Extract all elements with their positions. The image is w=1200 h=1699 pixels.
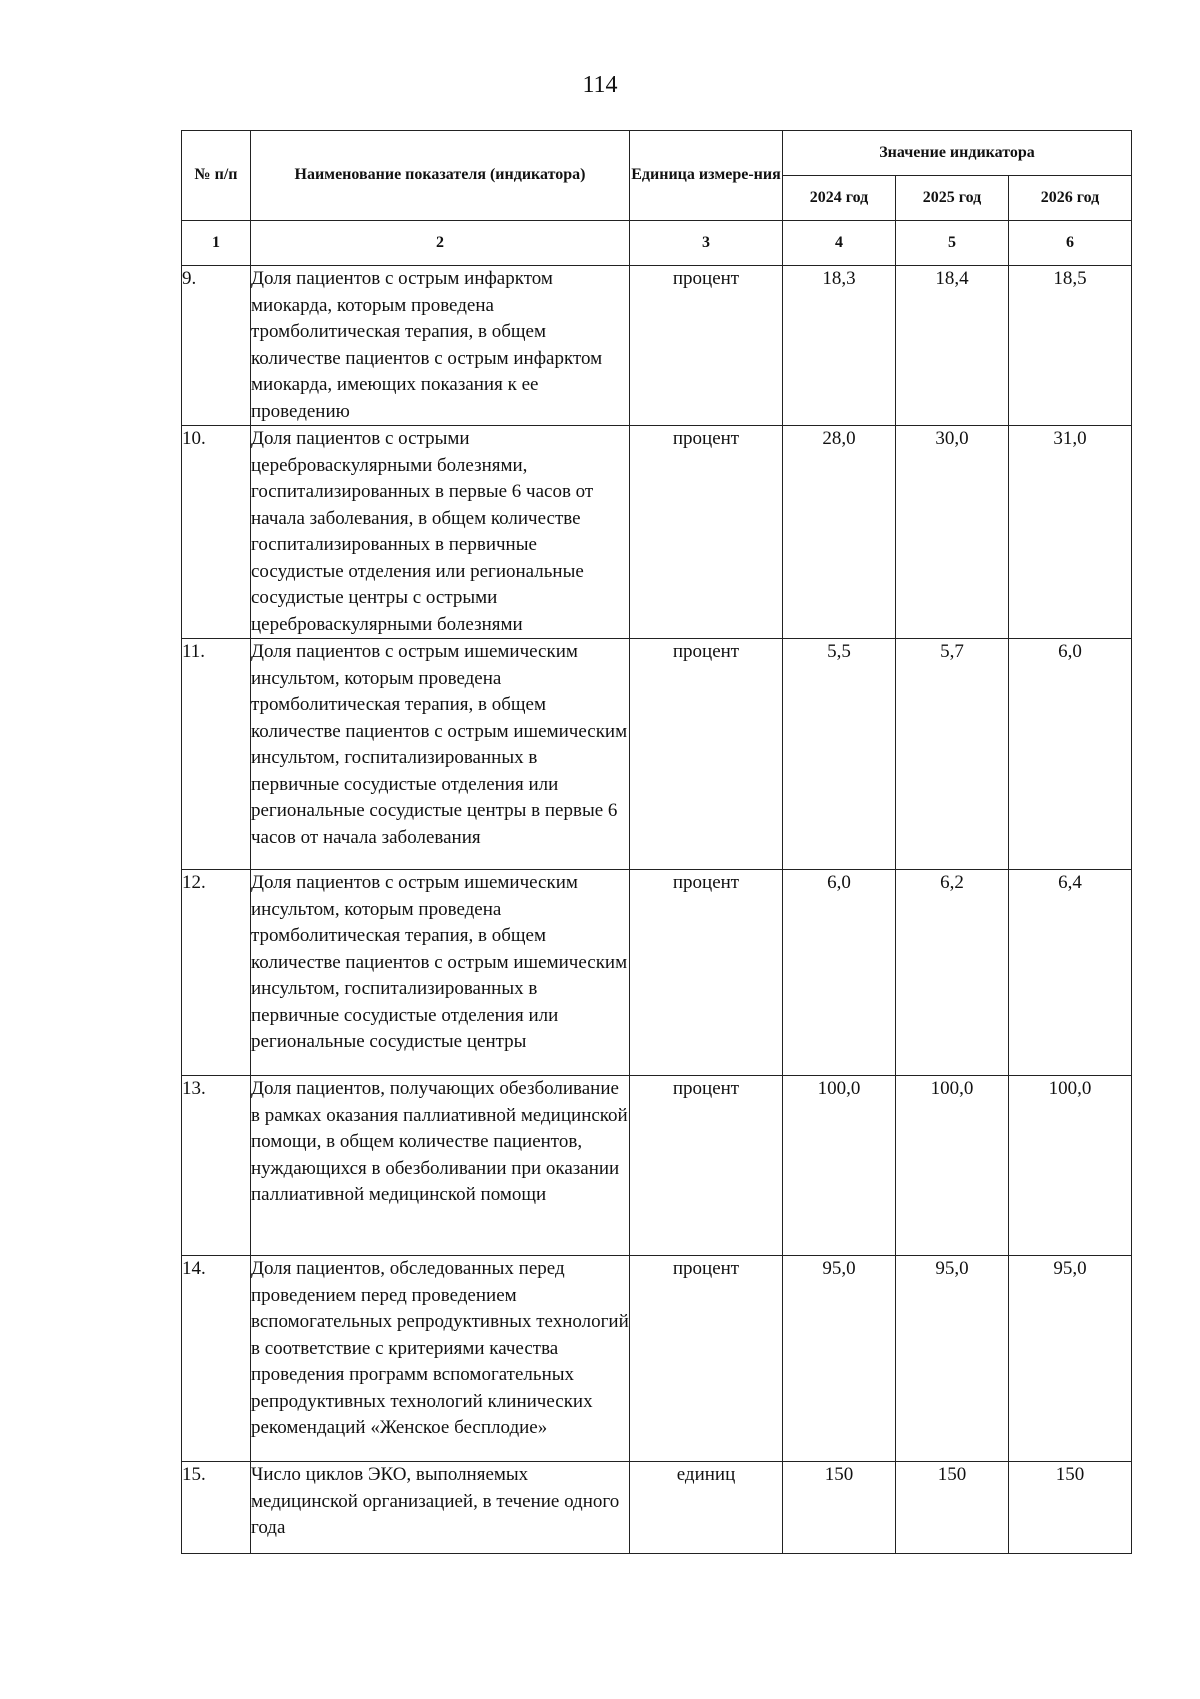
- indicator-name: Доля пациентов, обследованных перед проведением перед проведением вспомогательных репродуктивных технологий в соответствие с критериями качества проведения программ вспомогательных репродуктивных технологий клинических рекомендаций «Женское бесплодие»: [251, 1256, 630, 1462]
- value-2026: 6,0: [1009, 639, 1132, 870]
- value-2024: 28,0: [783, 426, 896, 639]
- table-row: [182, 1256, 1132, 1462]
- column-number: 1: [182, 221, 251, 266]
- indicator-name: Число циклов ЭКО, выполняемых медицинской организацией, в течение одного года: [251, 1462, 630, 1554]
- row-number: 15.: [182, 1462, 251, 1554]
- unit: процент: [630, 1076, 783, 1256]
- unit: процент: [630, 1256, 783, 1462]
- unit: процент: [630, 870, 783, 1076]
- value-2025: 18,4: [896, 266, 1009, 426]
- value-2025: 6,2: [896, 870, 1009, 1076]
- column-number-row: [182, 221, 1132, 266]
- value-2024: 95,0: [783, 1256, 896, 1462]
- indicator-name: Доля пациентов с острым ишемическим инсультом, которым проведена тромболитическая терапия, в общем количестве пациентов с острым ишемическим инсультом, госпитализированных в первичные сосудистые отделения или региональные сосудистые центры: [251, 870, 630, 1076]
- header-values-group: Значение индикатора: [783, 131, 1132, 176]
- header-num: № п/п: [182, 131, 251, 221]
- value-2026: 150: [1009, 1462, 1132, 1554]
- indicator-name: Доля пациентов с острым инфарктом миокарда, которым проведена тромболитическая терапия, в общем количестве пациентов с острым инфарктом миокарда, имеющих показания к ее проведению: [251, 266, 630, 426]
- unit: единиц: [630, 1462, 783, 1554]
- column-number: 2: [251, 221, 630, 266]
- header-year-2025: 2025 год: [896, 176, 1009, 221]
- indicators-table: [181, 130, 1132, 1554]
- indicator-name: Доля пациентов, получающих обезболивание в рамках оказания паллиативной медицинской помощи, в общем количестве пациентов, нуждающихся в обезболивании при оказании паллиативной медицинской помощи: [251, 1076, 630, 1256]
- table-row: [182, 870, 1132, 1076]
- value-2026: 95,0: [1009, 1256, 1132, 1462]
- indicator-name: Доля пациентов с острым ишемическим инсультом, которым проведена тромболитическая терапия, в общем количестве пациентов с острым ишемическим инсультом, госпитализированных в первичные сосудистые отделения или региональные сосудистые центры в первые 6 часов от начала заболевания: [251, 639, 630, 870]
- value-2026: 18,5: [1009, 266, 1132, 426]
- table-row: [182, 1462, 1132, 1554]
- header-name: Наименование показателя (индикатора): [251, 131, 630, 221]
- value-2024: 5,5: [783, 639, 896, 870]
- row-number: 9.: [182, 266, 251, 426]
- value-2024: 18,3: [783, 266, 896, 426]
- value-2026: 100,0: [1009, 1076, 1132, 1256]
- column-number: 6: [1009, 221, 1132, 266]
- table-row: [182, 639, 1132, 870]
- value-2025: 100,0: [896, 1076, 1009, 1256]
- value-2025: 150: [896, 1462, 1009, 1554]
- unit: процент: [630, 266, 783, 426]
- row-number: 11.: [182, 639, 251, 870]
- value-2025: 5,7: [896, 639, 1009, 870]
- header-year-2024: 2024 год: [783, 176, 896, 221]
- value-2024: 150: [783, 1462, 896, 1554]
- row-number: 12.: [182, 870, 251, 1076]
- indicator-name: Доля пациентов с острыми цереброваскулярными болезнями, госпитализированных в первые 6 часов от начала заболевания, в общем количестве госпитализированных в первичные сосудистые отделения или региональные сосудистые центры с острыми цереброваскулярными болезнями: [251, 426, 630, 639]
- header-year-2026: 2026 год: [1009, 176, 1132, 221]
- column-number: 4: [783, 221, 896, 266]
- value-2025: 30,0: [896, 426, 1009, 639]
- value-2026: 6,4: [1009, 870, 1132, 1076]
- page-number: 114: [582, 72, 618, 98]
- row-number: 14.: [182, 1256, 251, 1462]
- unit: процент: [630, 426, 783, 639]
- table-row: [182, 266, 1132, 426]
- table-row: [182, 1076, 1132, 1256]
- value-2025: 95,0: [896, 1256, 1009, 1462]
- value-2026: 31,0: [1009, 426, 1132, 639]
- unit: процент: [630, 639, 783, 870]
- header-unit: Единица измере-ния: [630, 131, 783, 221]
- column-number: 3: [630, 221, 783, 266]
- value-2024: 6,0: [783, 870, 896, 1076]
- row-number: 10.: [182, 426, 251, 639]
- value-2024: 100,0: [783, 1076, 896, 1256]
- table-row: [182, 426, 1132, 639]
- column-number: 5: [896, 221, 1009, 266]
- row-number: 13.: [182, 1076, 251, 1256]
